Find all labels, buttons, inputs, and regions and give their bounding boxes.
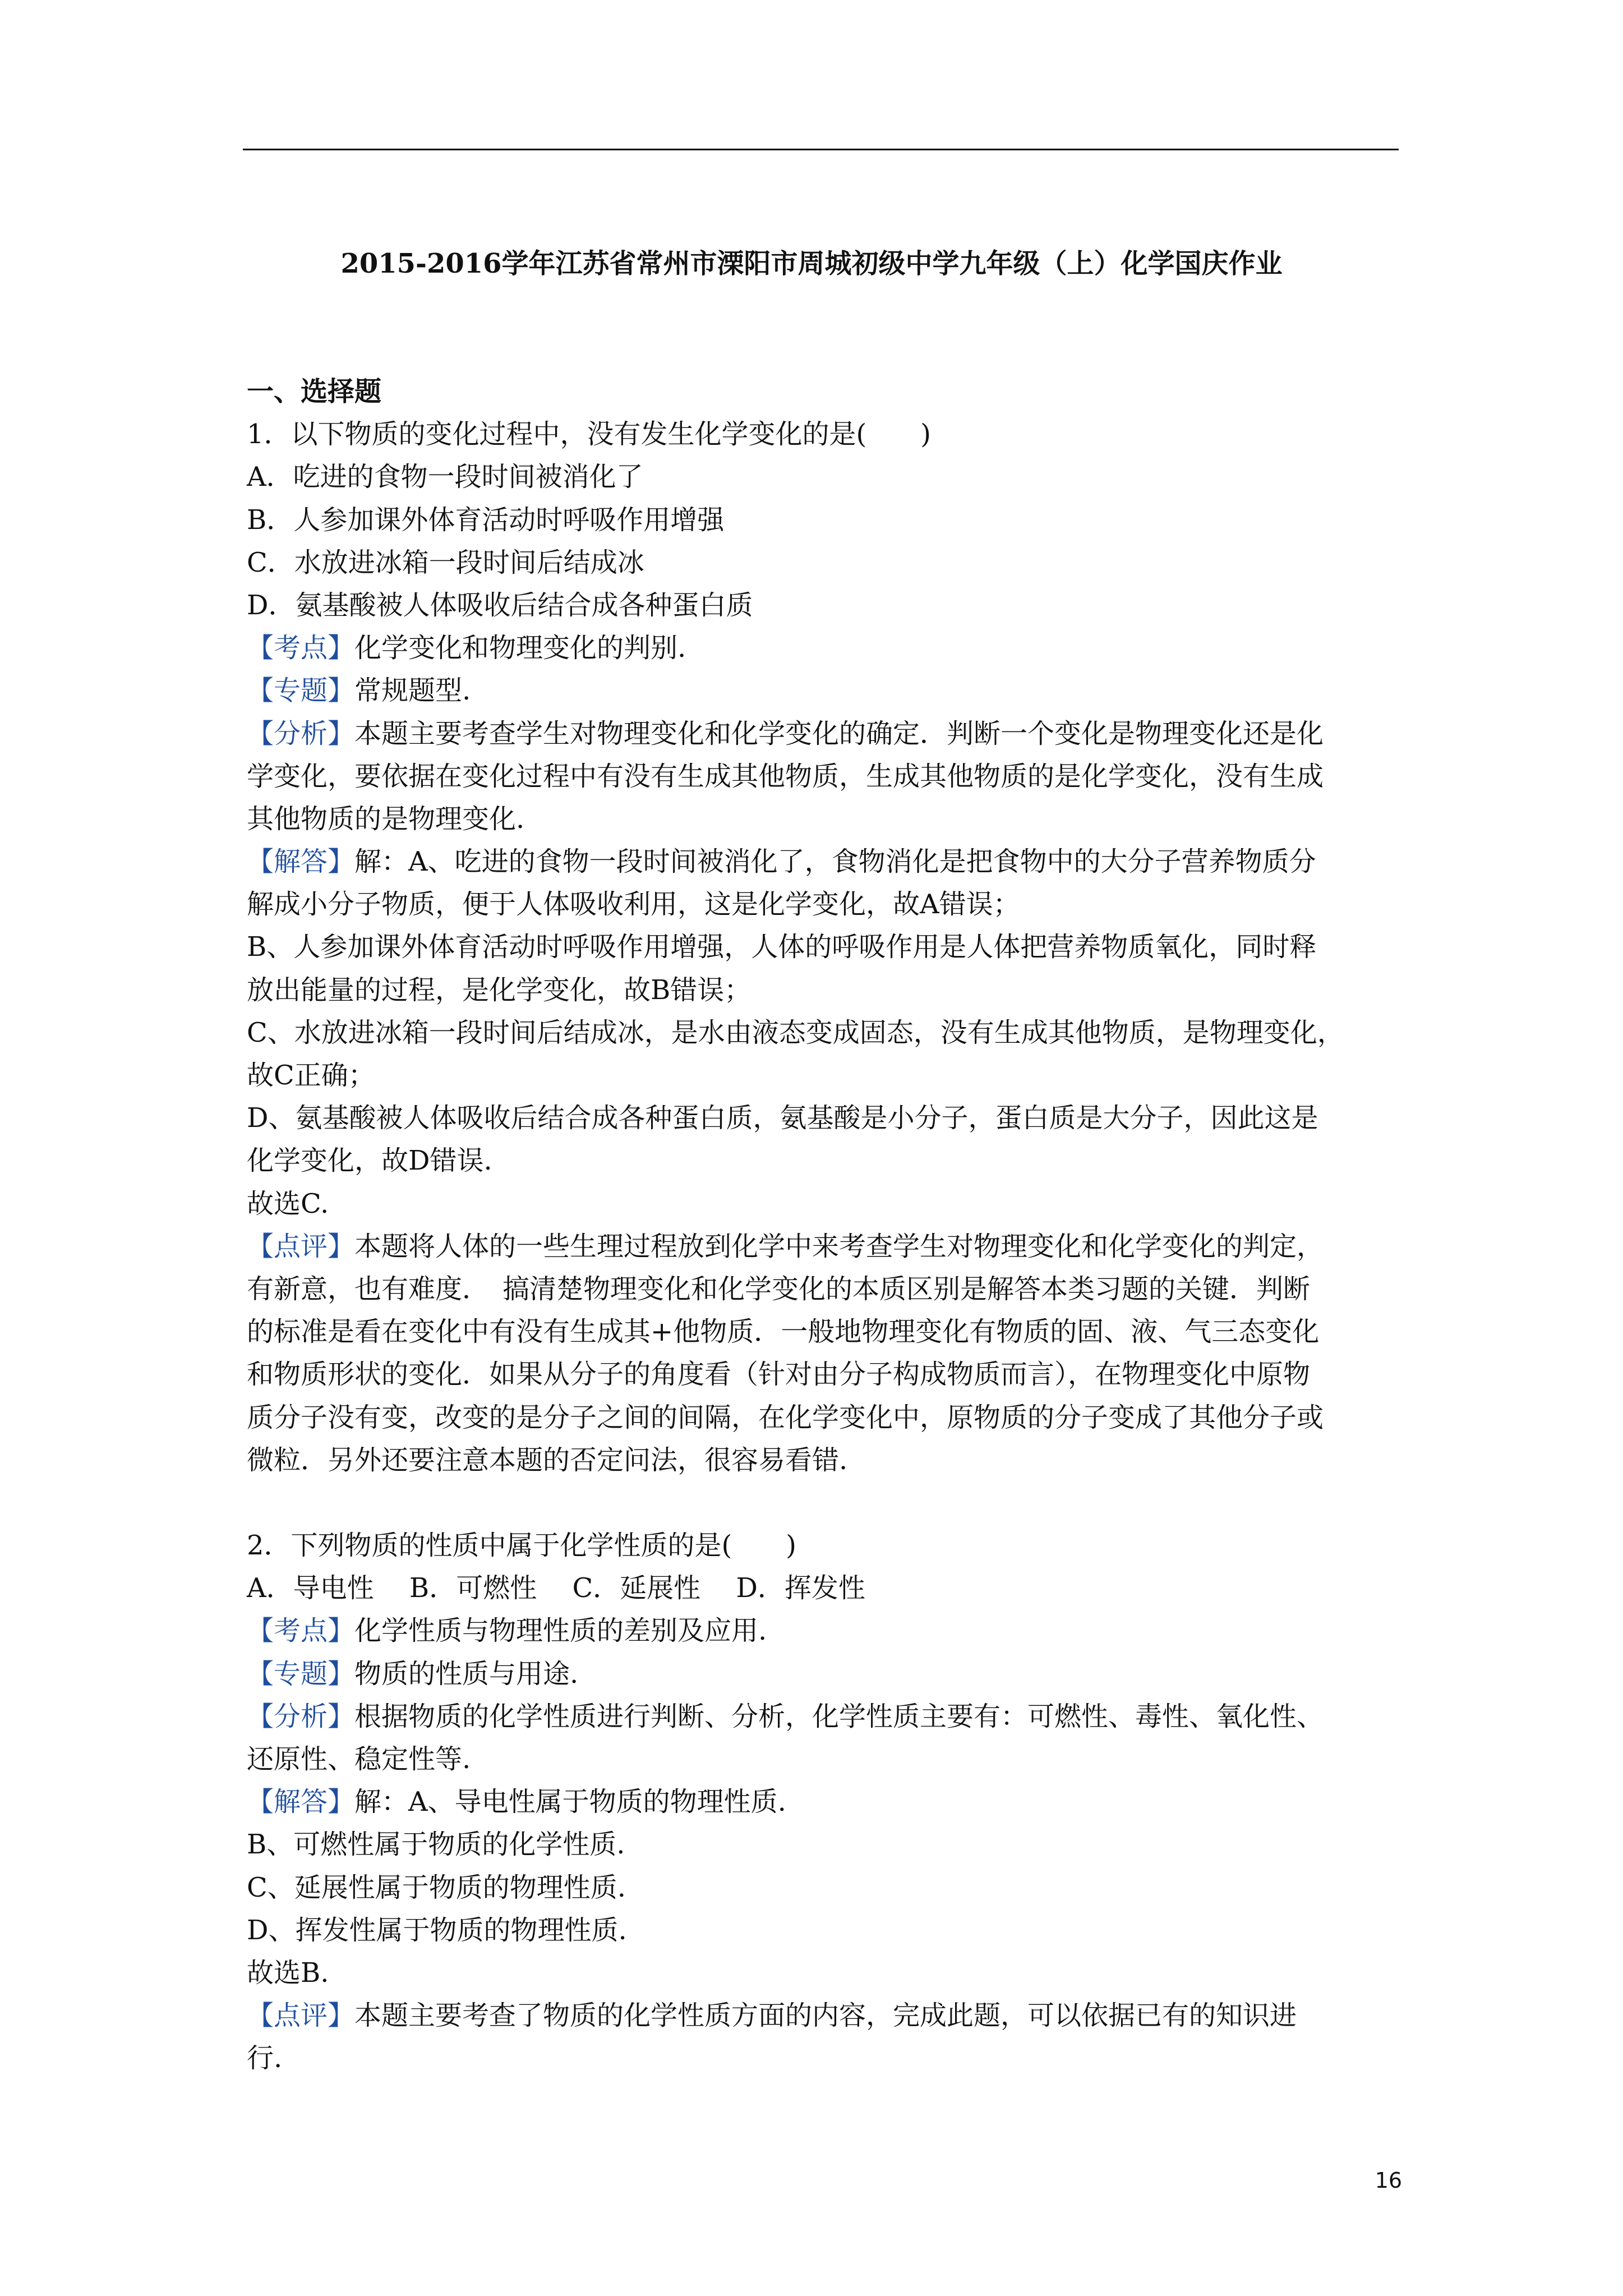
line-text: A．吃进的食物一段时间被消化了 bbox=[247, 461, 643, 493]
text-line bbox=[247, 455, 1391, 498]
text-line bbox=[247, 1567, 1391, 1609]
text-line bbox=[247, 541, 1391, 584]
text-line bbox=[247, 1695, 1391, 1738]
text-line bbox=[247, 1823, 1391, 1866]
text-line bbox=[247, 499, 1391, 541]
text-line bbox=[247, 1396, 1391, 1439]
line-text: C、延展性属于物质的物理性质. bbox=[247, 1871, 626, 1903]
text-line bbox=[247, 712, 1391, 755]
text-line bbox=[247, 798, 1391, 840]
text-line bbox=[247, 755, 1391, 798]
document-body bbox=[247, 370, 1391, 2080]
text-line bbox=[247, 1738, 1391, 1780]
line-text: 化学变化，故D错误. bbox=[247, 1145, 492, 1177]
text-line bbox=[247, 883, 1391, 926]
line-text: 本题主要考查学生对物理变化和化学变化的确定．判断一个变化是物理变化还是化 bbox=[354, 717, 1324, 749]
line-text: A．导电性 B．可燃性 C．延展性 D．挥发性 bbox=[247, 1572, 865, 1604]
line-text: 还原性、稳定性等. bbox=[247, 1743, 471, 1775]
line-text: 常规题型. bbox=[354, 675, 471, 707]
line-text: 行. bbox=[247, 2042, 283, 2074]
line-text: 故选C. bbox=[247, 1188, 329, 1220]
line-text: 本题主要考查了物质的化学性质方面的内容，完成此题，可以依据已有的知识进 bbox=[354, 2000, 1297, 2032]
text-line bbox=[247, 627, 1391, 669]
section-tag: 【点评】 bbox=[247, 2000, 355, 2032]
text-line bbox=[247, 669, 1391, 712]
line-text: 物质的性质与用途. bbox=[354, 1658, 579, 1690]
text-line bbox=[247, 969, 1391, 1011]
line-text: D．氨基酸被人体吸收后结合成各种蛋白质 bbox=[247, 589, 753, 621]
line-text: 根据物质的化学性质进行判断、分析，化学性质主要有：可燃性、毒性、氧化性、 bbox=[354, 1700, 1324, 1732]
section-tag: 【专题】 bbox=[247, 675, 355, 707]
section-tag: 【解答】 bbox=[247, 846, 355, 878]
text-line bbox=[247, 1994, 1391, 2037]
text-line bbox=[247, 1609, 1391, 1652]
section-tag: 【专题】 bbox=[247, 1658, 355, 1690]
line-text: C、水放进冰箱一段时间后结成冰，是水由液态变成固态，没有生成其他物质，是物理变化， bbox=[247, 1016, 1344, 1048]
text-line bbox=[247, 1182, 1391, 1225]
section-tag: 【点评】 bbox=[247, 1230, 355, 1262]
text-line bbox=[247, 2037, 1391, 2079]
line-text: 故C正确； bbox=[247, 1060, 375, 1091]
header-rule bbox=[243, 149, 1399, 150]
text-line bbox=[247, 1524, 1391, 1567]
question-gap bbox=[247, 1481, 1391, 1524]
text-line bbox=[247, 1780, 1391, 1823]
line-text: 有新意，也有难度． 搞清楚物理变化和化学变化的本质区别是解答本类习题的关键．判断 bbox=[247, 1273, 1311, 1305]
page-title: 2015-2016学年江苏省常州市溧阳市周城初级中学九年级（上）化学国庆作业 bbox=[340, 248, 1283, 279]
question-block bbox=[247, 413, 1391, 1481]
line-text: B、可燃性属于物质的化学性质. bbox=[247, 1829, 625, 1861]
line-text: 解成小分子物质，便于人体吸收利用，这是化学变化，故A错误； bbox=[247, 889, 1020, 921]
line-text: B．人参加课外体育活动时呼吸作用增强 bbox=[247, 504, 725, 536]
text-line bbox=[247, 584, 1391, 627]
text-line bbox=[247, 1097, 1391, 1139]
line-text: B、人参加课外体育活动时呼吸作用增强，人体的呼吸作用是人体把营养物质氧化，同时释 bbox=[247, 931, 1317, 963]
line-text: 本题将人体的一些生理过程放到化学中来考查学生对物理变化和化学变化的判定， bbox=[354, 1230, 1324, 1262]
section-tag: 【分析】 bbox=[247, 717, 355, 749]
page-number: 16 bbox=[1375, 2168, 1402, 2193]
line-text: 化学性质与物理性质的差别及应用. bbox=[354, 1615, 767, 1647]
text-line bbox=[247, 1952, 1391, 1994]
line-text: 和物质形状的变化．如果从分子的角度看（针对由分子构成物质而言），在物理变化中原物 bbox=[247, 1359, 1311, 1391]
line-text: 的标准是看在变化中有没有生成其+他物质．一般地物理变化有物质的固、液、气三态变化 bbox=[247, 1316, 1320, 1348]
line-text: 解：A、吃进的食物一段时间被消化了，食物消化是把食物中的大分子营养物质分 bbox=[354, 846, 1316, 878]
questions-container bbox=[247, 413, 1391, 2079]
line-text: 化学变化和物理变化的判别. bbox=[354, 632, 686, 664]
section-tag: 【分析】 bbox=[247, 1700, 355, 1732]
question-block bbox=[247, 1524, 1391, 2079]
line-text: 故选B. bbox=[247, 1957, 329, 1989]
section-heading: 一、选择题 bbox=[247, 376, 382, 407]
text-line bbox=[247, 1011, 1391, 1054]
text-line bbox=[247, 1054, 1391, 1097]
line-text: D、挥发性属于物质的物理性质. bbox=[247, 1914, 627, 1946]
line-text: 质分子没有变，改变的是分子之间的间隔，在化学变化中，原物质的分子变成了其他分子或 bbox=[247, 1401, 1324, 1433]
text-line bbox=[247, 1909, 1391, 1952]
line-text: 2．下列物质的性质中属于化学性质的是( ) bbox=[247, 1530, 796, 1562]
line-text: C．水放进冰箱一段时间后结成冰 bbox=[247, 546, 644, 578]
text-line bbox=[247, 1310, 1391, 1353]
text-line bbox=[247, 1268, 1391, 1310]
line-text: 学变化，要依据在变化过程中有没有生成其他物质，生成其他物质的是化学变化，没有生成 bbox=[247, 760, 1324, 792]
text-line bbox=[247, 1225, 1391, 1268]
text-line bbox=[247, 1439, 1391, 1481]
line-text: 微粒．另外还要注意本题的否定问法，很容易看错. bbox=[247, 1444, 848, 1476]
text-line bbox=[247, 1353, 1391, 1396]
line-text: 1．以下物质的变化过程中，没有发生化学变化的是( ) bbox=[247, 418, 931, 450]
line-text: 放出能量的过程，是化学变化，故B错误； bbox=[247, 974, 751, 1006]
section-tag: 【考点】 bbox=[247, 1615, 355, 1647]
line-text: D、氨基酸被人体吸收后结合成各种蛋白质，氨基酸是小分子，蛋白质是大分子，因此这是 bbox=[247, 1102, 1318, 1134]
line-text: 其他物质的是物理变化. bbox=[247, 803, 525, 835]
line-text: 解：A、导电性属于物质的物理性质. bbox=[354, 1786, 786, 1818]
text-line bbox=[247, 1653, 1391, 1695]
text-line bbox=[247, 840, 1391, 883]
text-line bbox=[247, 413, 1391, 455]
text-line bbox=[247, 926, 1391, 968]
section-tag: 【解答】 bbox=[247, 1786, 355, 1818]
section-tag: 【考点】 bbox=[247, 632, 355, 664]
text-line bbox=[247, 1139, 1391, 1182]
text-line bbox=[247, 1866, 1391, 1909]
